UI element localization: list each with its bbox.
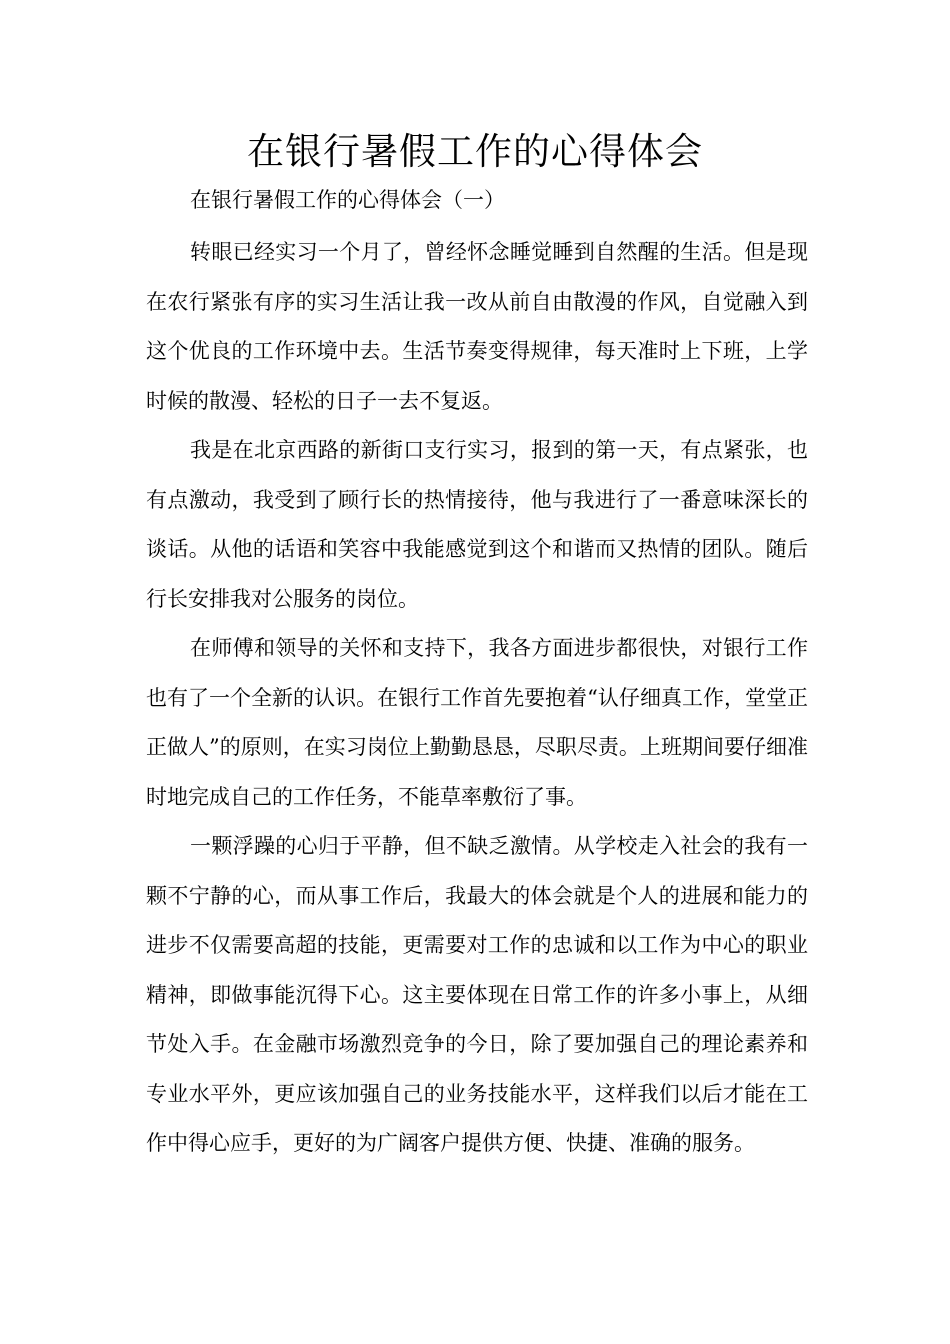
paragraph-4: 一颗浮躁的心归于平静，但不缺乏激情。从学校走入社会的我有一颗不宁静的心，而从事工作后，我最大的体会就是个人的进展和能力的进步不仅需要高超的技能，更需要对工作的忠诚和以工作为中心的职业精神，即做事能沉得下心。这主要体现在日常工作的许多小事上，从细节处入手。在金融市场激烈竞争的今日，除了要加强自己的理论素养和专业水平外，更应该加强自己的业务技能水平，这样我们以后才能在工作中得心应手，更好的为广阔客户提供方便、快捷、准确的服务。: [146, 834, 808, 1155]
document-subtitle: 在银行暑假工作的心得体会（一）: [190, 188, 505, 212]
paragraph-2: 我是在北京西路的新街口支行实习，报到的第一天，有点紧张，也有点激动，我受到了顾行长的热情接待，他与我进行了一番意味深长的谈话。从他的话语和笑容中我能感觉到这个和谐而又热情的团队。随后行长安排我对公服务的岗位。: [146, 438, 808, 611]
document-body: [146, 228, 808, 1169]
paragraph-3: 在师傅和领导的关怀和支持下，我各方面进步都很快，对银行工作也有了一个全新的认识。在银行工作首先要抱着“认仔细真工作，堂堂正正做人”的原则，在实习岗位上勤勤恳恳，尽职尽责。上班期间要仔细准时地完成自己的工作任务，不能草率敷衍了事。: [146, 636, 808, 809]
document-title: 在银行暑假工作的心得体会: [247, 130, 703, 173]
paragraph-1: 转眼已经实习一个月了，曾经怀念睡觉睡到自然醒的生活。但是现在农行紧张有序的实习生活让我一改从前自由散漫的作风，自觉融入到这个优良的工作环境中去。生活节奏变得规律，每天准时上下班，上学时候的散漫、轻松的日子一去不复返。: [146, 240, 808, 413]
